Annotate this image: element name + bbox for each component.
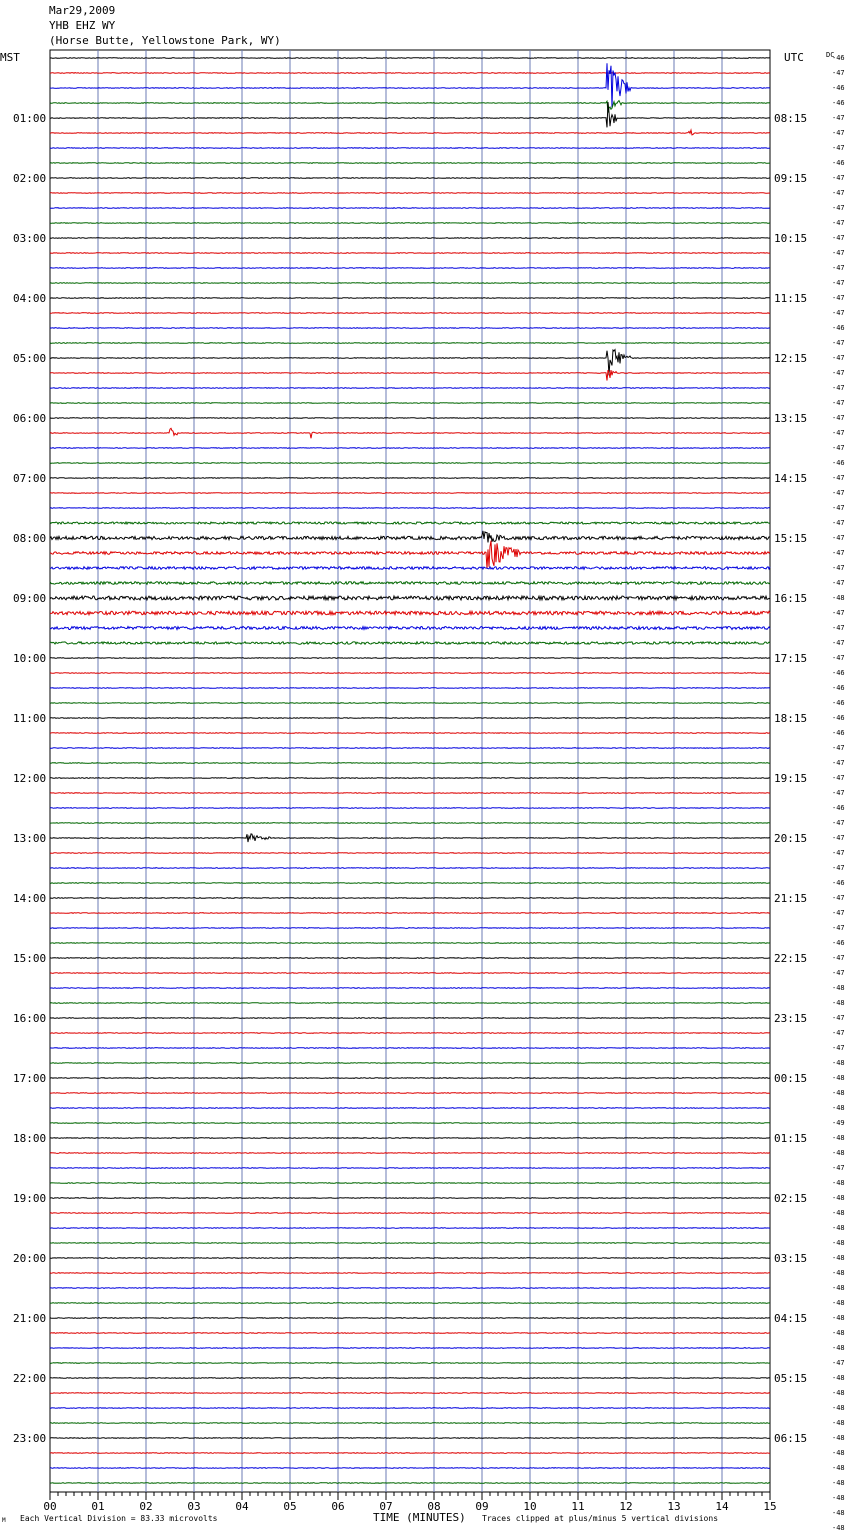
dc-offset-value: -48 — [832, 1419, 845, 1427]
mst-hour-label: 06:00 — [13, 412, 47, 425]
dc-offset-value: -47 — [832, 609, 845, 617]
dc-offset-value: -47 — [832, 1359, 845, 1367]
dc-offset-value: -47 — [832, 519, 845, 527]
dc-offset-value: -46 — [832, 804, 845, 812]
trace-row-68 — [50, 1078, 770, 1079]
trace-row-79 — [50, 1243, 770, 1244]
dc-offset-value: -48 — [832, 1059, 845, 1067]
utc-hour-label: 13:15 — [774, 412, 808, 425]
x-tick-label: 12 — [619, 1500, 633, 1513]
plot-date: Mar29,2009 — [49, 4, 116, 17]
mst-hour-label: 14:00 — [13, 892, 47, 905]
dc-offset-value: -47 — [832, 579, 845, 587]
trace-row-89 — [50, 1393, 770, 1394]
trace-row-21 — [50, 370, 770, 380]
dc-offset-value: -48 — [832, 1089, 845, 1097]
mst-hour-label: 08:00 — [13, 532, 47, 545]
dc-offset-value: -47 — [832, 969, 845, 977]
x-tick-label: 05 — [283, 1500, 297, 1513]
station-code: YHB EHZ WY — [49, 19, 116, 32]
utc-hour-label: 09:15 — [774, 172, 808, 185]
trace-row-8 — [50, 178, 770, 179]
x-tick-label: 04 — [235, 1500, 249, 1513]
mst-hour-label: 17:00 — [13, 1072, 47, 1085]
trace-row-49 — [50, 793, 770, 794]
dc-offset-value: -47 — [832, 204, 845, 212]
dc-offset-value: -48 — [832, 1329, 845, 1337]
dc-offset-value: -46 — [832, 99, 845, 107]
utc-hour-label: 08:15 — [774, 112, 808, 125]
utc-hour-label: 03:15 — [774, 1252, 808, 1265]
trace-row-82 — [50, 1288, 770, 1289]
dc-offset-value: -47 — [832, 129, 845, 137]
mst-hour-label: 10:00 — [13, 652, 47, 665]
x-tick-label: 09 — [475, 1500, 489, 1513]
x-tick-label: 10 — [523, 1500, 537, 1513]
trace-row-47 — [50, 763, 770, 764]
dc-offset-value: -46 — [832, 324, 845, 332]
trace-row-29 — [50, 493, 770, 494]
mst-hour-label: 19:00 — [13, 1192, 47, 1205]
mst-hour-label: 01:00 — [13, 112, 47, 125]
dc-offset-value: -48 — [832, 1299, 845, 1307]
utc-hour-label: 22:15 — [774, 952, 808, 965]
trace-row-86 — [50, 1348, 770, 1349]
dc-offset-value: -47 — [832, 279, 845, 287]
mst-hour-label: 09:00 — [13, 592, 47, 605]
dc-offset-value: -47 — [832, 894, 845, 902]
dc-offset-value: -47 — [832, 249, 845, 257]
dc-offset-value: -46 — [832, 84, 845, 92]
dc-offset-value: -47 — [832, 624, 845, 632]
utc-hour-label: 17:15 — [774, 652, 808, 665]
trace-row-67 — [50, 1063, 770, 1064]
trace-row-66 — [50, 1048, 770, 1049]
dc-offset-value: -46 — [832, 699, 845, 707]
dc-offset-value: -46 — [832, 879, 845, 887]
dc-offset-value: -48 — [832, 1179, 845, 1187]
trace-row-36 — [50, 596, 770, 600]
trace-row-16 — [50, 298, 770, 299]
dc-offset-value: -47 — [832, 534, 845, 542]
trace-row-70 — [50, 1108, 770, 1109]
dc-offset-value: -47 — [832, 294, 845, 302]
utc-hour-label: 10:15 — [774, 232, 808, 245]
utc-hour-label: 04:15 — [774, 1312, 808, 1325]
trace-row-75 — [50, 1183, 770, 1184]
utc-hour-label: 20:15 — [774, 832, 808, 845]
dc-offset-value: -47 — [832, 924, 845, 932]
trace-row-63 — [50, 1003, 770, 1004]
x-tick-label: 08 — [427, 1500, 441, 1513]
dc-offset-value: -47 — [832, 264, 845, 272]
dc-offset-value: -48 — [832, 1224, 845, 1232]
trace-row-60 — [50, 958, 770, 959]
dc-offset-value: -48 — [832, 1239, 845, 1247]
trace-row-92 — [50, 1438, 770, 1439]
dc-offset-value: -48 — [832, 1074, 845, 1082]
trace-row-28 — [50, 478, 770, 479]
mst-hour-label: 13:00 — [13, 832, 47, 845]
dc-offset-value: -47 — [832, 504, 845, 512]
mst-hour-label: 03:00 — [13, 232, 47, 245]
trace-row-64 — [50, 1018, 770, 1019]
dc-offset-value: -46 — [832, 159, 845, 167]
trace-row-73 — [50, 1153, 770, 1154]
dc-offset-value: -47 — [832, 1164, 845, 1172]
mst-hour-label: 21:00 — [13, 1312, 47, 1325]
dc-offset-value: -48 — [832, 1314, 845, 1322]
dc-offset-value: -47 — [832, 549, 845, 557]
mst-hour-label: 15:00 — [13, 952, 47, 965]
dc-offset-value: -46 — [832, 54, 845, 62]
dc-offset-value: -48 — [832, 1374, 845, 1382]
station-location: (Horse Butte, Yellowstone Park, WY) — [49, 34, 281, 47]
utc-hour-label: 23:15 — [774, 1012, 808, 1025]
dc-offset-value: -47 — [832, 1044, 845, 1052]
trace-row-52 — [50, 834, 770, 842]
trace-row-0 — [50, 58, 770, 59]
trace-row-35 — [50, 582, 770, 585]
trace-row-62 — [50, 988, 770, 989]
scale-note-text: Each Vertical Division = 83.33 microvolts — [20, 1514, 218, 1523]
trace-row-71 — [50, 1123, 770, 1124]
trace-row-40 — [50, 658, 770, 659]
trace-row-14 — [50, 268, 770, 269]
dc-offset-value: -47 — [832, 849, 845, 857]
dc-offset-value: -48 — [832, 1209, 845, 1217]
x-tick-label: 02 — [139, 1500, 153, 1513]
dc-offset-value: -48 — [832, 1434, 845, 1442]
dc-offset-value: -47 — [832, 789, 845, 797]
dc-offset-value: -47 — [832, 954, 845, 962]
dc-offset-value: -48 — [832, 1449, 845, 1457]
mst-hour-label: 20:00 — [13, 1252, 47, 1265]
dc-offset-value: -47 — [832, 1014, 845, 1022]
trace-row-51 — [50, 823, 770, 824]
trace-row-42 — [50, 688, 770, 689]
trace-row-53 — [50, 853, 770, 854]
trace-row-46 — [50, 748, 770, 749]
trace-row-39 — [50, 642, 770, 644]
x-tick-label: 06 — [331, 1500, 345, 1513]
trace-row-65 — [50, 1033, 770, 1034]
x-tick-label: 01 — [91, 1500, 105, 1513]
utc-hour-label: 05:15 — [774, 1372, 808, 1385]
trace-row-10 — [50, 208, 770, 209]
dc-offset-value: -47 — [832, 219, 845, 227]
dc-offset-value: -47 — [832, 759, 845, 767]
trace-row-27 — [50, 463, 770, 464]
trace-row-91 — [50, 1423, 770, 1424]
dc-offset-value: -47 — [832, 654, 845, 662]
dc-label: DC — [826, 51, 835, 59]
trace-row-78 — [50, 1228, 770, 1229]
utc-hour-label: 14:15 — [774, 472, 808, 485]
dc-offset-value: -47 — [832, 354, 845, 362]
trace-row-19 — [50, 343, 770, 344]
trace-row-23 — [50, 403, 770, 404]
dc-offset-value: -47 — [832, 189, 845, 197]
dc-offset-value: -48 — [832, 594, 845, 602]
dc-offset-value: -47 — [832, 339, 845, 347]
mst-hour-label: 18:00 — [13, 1132, 47, 1145]
trace-row-11 — [50, 223, 770, 224]
x-tick-label: 15 — [763, 1500, 777, 1513]
trace-row-9 — [50, 193, 770, 194]
trace-row-95 — [50, 1483, 770, 1484]
trace-row-25 — [50, 428, 770, 438]
trace-row-41 — [50, 673, 770, 674]
dc-offset-value: -47 — [832, 639, 845, 647]
trace-row-84 — [50, 1318, 770, 1319]
dc-offset-value: -48 — [832, 1494, 845, 1502]
trace-row-93 — [50, 1453, 770, 1454]
trace-row-31 — [50, 522, 770, 524]
dc-offset-value: -46 — [832, 684, 845, 692]
dc-offset-value: -48 — [832, 1344, 845, 1352]
trace-row-7 — [50, 163, 770, 164]
scale-note — [2, 1514, 218, 1524]
dc-offset-value: -48 — [832, 1524, 845, 1532]
dc-offset-value: -49 — [832, 1119, 845, 1127]
trace-row-45 — [50, 733, 770, 734]
trace-row-88 — [50, 1378, 770, 1379]
utc-hour-label: 16:15 — [774, 592, 808, 605]
dc-offset-value: -48 — [832, 1269, 845, 1277]
utc-hour-label: 21:15 — [774, 892, 808, 905]
utc-hour-label: 15:15 — [774, 532, 808, 545]
utc-hour-label: 12:15 — [774, 352, 808, 365]
dc-offset-value: -47 — [832, 174, 845, 182]
trace-row-22 — [50, 388, 770, 389]
trace-row-13 — [50, 253, 770, 254]
trace-row-24 — [50, 418, 770, 419]
trace-row-94 — [50, 1468, 770, 1469]
mst-hour-label: 16:00 — [13, 1012, 47, 1025]
dc-offset-value: -48 — [832, 1479, 845, 1487]
trace-row-6 — [50, 148, 770, 149]
dc-offset-value: -47 — [832, 864, 845, 872]
trace-row-76 — [50, 1198, 770, 1199]
mst-hour-label: 04:00 — [13, 292, 47, 305]
dc-offset-value: -48 — [832, 1509, 845, 1517]
dc-offset-value: -47 — [832, 474, 845, 482]
mst-hour-label: 05:00 — [13, 352, 47, 365]
trace-row-85 — [50, 1333, 770, 1334]
plot-frame — [50, 50, 770, 1492]
clip-note: Traces clipped at plus/minus 5 vertical divisions — [482, 1514, 719, 1523]
trace-row-48 — [50, 778, 770, 779]
dc-offset-value: -46 — [832, 459, 845, 467]
mst-axis-label: MST — [0, 51, 20, 64]
trace-row-90 — [50, 1408, 770, 1409]
utc-hour-label: 02:15 — [774, 1192, 808, 1205]
dc-offset-value: -48 — [832, 1254, 845, 1262]
utc-hour-label: 18:15 — [774, 712, 808, 725]
dc-offset-value: -48 — [832, 1404, 845, 1412]
dc-offset-value: -48 — [832, 1389, 845, 1397]
trace-row-59 — [50, 943, 770, 944]
dc-offset-value: -47 — [832, 909, 845, 917]
trace-row-55 — [50, 883, 770, 884]
trace-row-58 — [50, 928, 770, 929]
trace-row-5 — [50, 130, 770, 135]
trace-row-1 — [50, 73, 770, 74]
dc-offset-value: -47 — [832, 564, 845, 572]
trace-row-54 — [50, 868, 770, 869]
mst-hour-label: 07:00 — [13, 472, 47, 485]
utc-hour-label: 11:15 — [774, 292, 808, 305]
dc-offset-value: -48 — [832, 999, 845, 1007]
trace-row-61 — [50, 973, 770, 974]
dc-offset-value: -47 — [832, 309, 845, 317]
utc-hour-label: 19:15 — [774, 772, 808, 785]
trace-row-15 — [50, 283, 770, 284]
trace-row-38 — [50, 627, 770, 630]
trace-row-69 — [50, 1093, 770, 1094]
dc-offset-value: -47 — [832, 399, 845, 407]
dc-offset-value: -47 — [832, 489, 845, 497]
trace-row-77 — [50, 1213, 770, 1214]
trace-row-74 — [50, 1168, 770, 1169]
trace-row-57 — [50, 913, 770, 914]
x-tick-label: 13 — [667, 1500, 681, 1513]
trace-row-81 — [50, 1273, 770, 1274]
dc-offset-value: -48 — [832, 1149, 845, 1157]
mst-hour-label: 11:00 — [13, 712, 47, 725]
dc-offset-value: -47 — [832, 834, 845, 842]
trace-row-17 — [50, 313, 770, 314]
dc-offset-value: -47 — [832, 819, 845, 827]
trace-row-32 — [50, 531, 770, 543]
trace-row-2 — [50, 63, 770, 108]
trace-row-3 — [50, 101, 770, 113]
dc-offset-value: -48 — [832, 1194, 845, 1202]
x-tick-label: 11 — [571, 1500, 585, 1513]
trace-row-37 — [50, 611, 770, 615]
dc-offset-value: -47 — [832, 69, 845, 77]
trace-row-87 — [50, 1363, 770, 1364]
dc-offset-value: -47 — [832, 444, 845, 452]
dc-offset-value: -48 — [832, 1464, 845, 1472]
trace-row-50 — [50, 808, 770, 809]
dc-offset-value: -47 — [832, 744, 845, 752]
trace-row-18 — [50, 328, 770, 329]
dc-offset-value: -47 — [832, 369, 845, 377]
mst-hour-label: 02:00 — [13, 172, 47, 185]
utc-axis-label: UTC — [784, 51, 804, 64]
dc-offset-value: -48 — [832, 1104, 845, 1112]
dc-offset-value: -47 — [832, 114, 845, 122]
utc-hour-label: 01:15 — [774, 1132, 808, 1145]
x-tick-label: 14 — [715, 1500, 729, 1513]
dc-offset-value: -47 — [832, 414, 845, 422]
mst-hour-label: 23:00 — [13, 1432, 47, 1445]
trace-row-30 — [50, 508, 770, 509]
dc-offset-value: -47 — [832, 234, 845, 242]
x-tick-label: 07 — [379, 1500, 393, 1513]
trace-row-56 — [50, 898, 770, 899]
seismic-traces — [50, 58, 770, 1484]
dc-offset-value: -48 — [832, 984, 845, 992]
dc-offset-value: -47 — [832, 384, 845, 392]
dc-offset-value: -46 — [832, 714, 845, 722]
mst-hour-label: 22:00 — [13, 1372, 47, 1385]
utc-hour-label: 06:15 — [774, 1432, 808, 1445]
x-tick-label: 00 — [43, 1500, 57, 1513]
dc-offset-value: -48 — [832, 1284, 845, 1292]
dc-offset-value: -47 — [832, 144, 845, 152]
utc-hour-label: 00:15 — [774, 1072, 808, 1085]
trace-row-26 — [50, 448, 770, 449]
trace-row-43 — [50, 703, 770, 704]
trace-row-44 — [50, 718, 770, 719]
trace-row-83 — [50, 1303, 770, 1304]
dc-offset-value: -48 — [832, 1134, 845, 1142]
dc-offset-value: -46 — [832, 669, 845, 677]
dc-offset-value: -47 — [832, 429, 845, 437]
x-axis-title: TIME (MINUTES) — [373, 1511, 466, 1524]
mst-hour-label: 12:00 — [13, 772, 47, 785]
x-tick-label: 03 — [187, 1500, 201, 1513]
dc-offset-value: -47 — [832, 1029, 845, 1037]
dc-offset-value: -46 — [832, 939, 845, 947]
trace-row-20 — [50, 350, 770, 376]
dc-offset-value: -47 — [832, 774, 845, 782]
trace-row-4 — [50, 102, 770, 127]
trace-row-33 — [50, 541, 770, 569]
corner-mark: M — [2, 1517, 6, 1524]
dc-offset-value: -46 — [832, 729, 845, 737]
trace-row-34 — [50, 567, 770, 570]
trace-row-12 — [50, 238, 770, 239]
trace-row-80 — [50, 1258, 770, 1259]
trace-row-72 — [50, 1138, 770, 1139]
